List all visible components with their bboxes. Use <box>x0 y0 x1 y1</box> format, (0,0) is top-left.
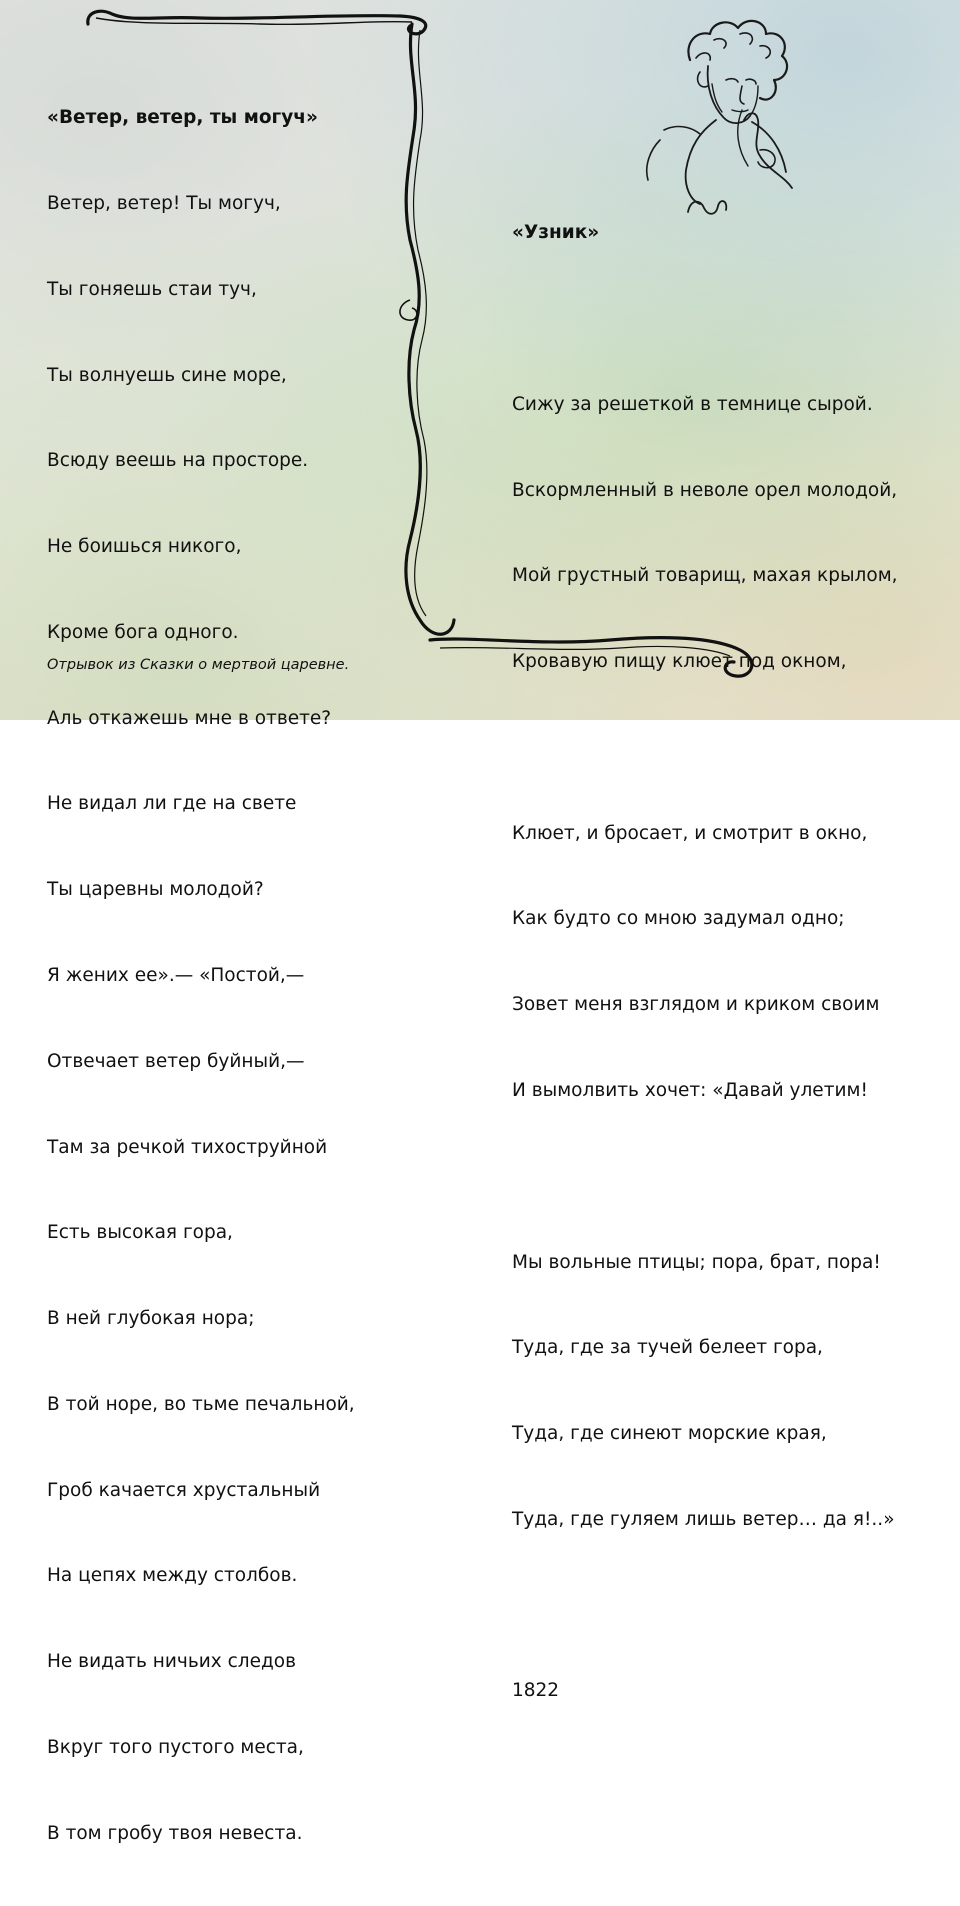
poem-wind-title: «Ветер, ветер, ты могуч» <box>47 107 318 129</box>
poem-wind-line: Отвечает ветер буйный,— <box>47 1050 305 1072</box>
poem-wind-line: В том гробу твоя невеста. <box>47 1822 303 1844</box>
poem-prisoner-line: Как будто со мною задумал одно; <box>512 908 845 930</box>
poem-prisoner-line: Клюет, и бросает, и смотрит в окно, <box>512 822 868 844</box>
poem-wind-source-note: Отрывок из Сказки о мертвой царевне. <box>47 657 350 673</box>
scroll-ribbon <box>406 24 454 634</box>
poem-wind-line: Вкруг того пустого места, <box>47 1737 304 1759</box>
poem-wind-line: Аль откажешь мне в ответе? <box>47 707 332 729</box>
scroll-curl-mid <box>400 300 417 320</box>
poem-wind-line: Гроб качается хрустальный <box>47 1479 321 1501</box>
stanza-gap <box>512 305 898 334</box>
poem-wind-line: Не видал ли где на свете <box>47 793 297 815</box>
poem-wind-line: Всюду веешь на просторе. <box>47 450 309 472</box>
poem-prisoner-line: И вымолвить хочет: «Давай улетим! <box>512 1080 868 1101</box>
poem-wind-line: В ней глубокая нора; <box>47 1308 255 1330</box>
poem-prisoner-line: Туда, где гуляем лишь ветер… да я!..» <box>512 1508 895 1530</box>
poem-prisoner-line: Вскормленный в неволе орел молодой, <box>512 479 898 501</box>
poem-wind-line: Там за речкой тихоструйной <box>47 1136 328 1158</box>
poem-prisoner-line: Мы вольные птицы; пора, брат, пора! <box>512 1251 881 1273</box>
poem-wind-line: В той норе, во тьме печальной, <box>47 1393 355 1415</box>
poem-prisoner-line: Туда, где за тучей белеет гора, <box>512 1337 823 1359</box>
poem-prisoner-year: 1822 <box>512 1680 560 1702</box>
poem-prisoner-line: Мой грустный товарищ, махая крылом, <box>512 565 898 587</box>
poem-wind <box>47 47 355 1906</box>
poem-wind-line: Ты волнуешь сине море, <box>47 364 287 386</box>
poem-wind-line: Не боишься никого, <box>47 536 242 558</box>
poem-prisoner <box>512 162 898 1763</box>
poem-wind-line: Есть высокая гора, <box>47 1222 233 1244</box>
stanza-gap <box>512 1163 898 1192</box>
stanza-gap <box>512 1592 898 1621</box>
poem-wind-line: Не видать ничьих следов <box>47 1651 296 1673</box>
poem-wind-line: Кроме бога одного. <box>47 621 239 643</box>
poem-prisoner-line: Туда, где синеют морские края, <box>512 1423 827 1445</box>
poem-wind-line: Ты гоняешь стаи туч, <box>47 278 257 300</box>
stanza-gap <box>512 734 898 763</box>
poem-prisoner-line: Кровавую пищу клюет под окном, <box>512 651 847 673</box>
poem-wind-line: Ветер, ветер! Ты могуч, <box>47 192 281 214</box>
poem-wind-line: Я жених ее».— «Постой,— <box>47 965 305 986</box>
poem-prisoner-line: Сижу за решеткой в темнице сырой. <box>512 393 873 415</box>
poem-wind-line: Ты царевны молодой? <box>47 879 264 901</box>
poem-wind-line: На цепях между столбов. <box>47 1565 298 1587</box>
poem-prisoner-title: «Узник» <box>512 222 600 244</box>
poem-prisoner-line: Зовет меня взглядом и криком своим <box>512 994 880 1016</box>
